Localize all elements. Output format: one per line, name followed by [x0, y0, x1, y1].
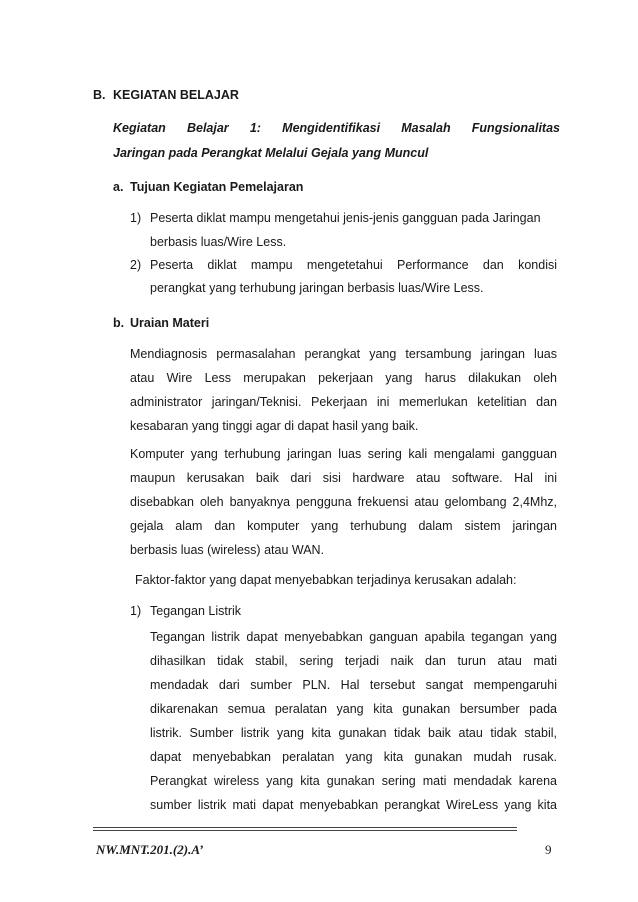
factor-1-number: 1) — [130, 604, 142, 618]
objective-1-line-1: Peserta diklat mampu mengetahui jenis-jenis gangguan pada Jaringan — [150, 211, 541, 225]
footer-rule-bottom — [93, 830, 517, 831]
footer-module-code: NW.MNT.201.(2).A’ — [96, 842, 204, 857]
material-heading — [113, 316, 209, 330]
objectives-heading — [113, 180, 303, 194]
factor-1-line-6: dapat menyebabkan peralatan yang kita gunakan mudah rusak. — [150, 750, 557, 764]
paragraph-2-line-4: gejala alam dan komputer yang terhubung dalam sistem jaringan — [130, 519, 557, 533]
paragraph-3: Faktor-faktor yang dapat menyebabkan terjadinya kerusakan adalah: — [135, 573, 517, 587]
paragraph-1-line-2: atau Wire Less merupakan pekerjaan yang harus dilakukan oleh — [130, 371, 557, 385]
objective-2-line-2: perangkat yang terhubung jaringan berbasis luas/Wire Less. — [150, 281, 484, 295]
section-title: KEGIATAN BELAJAR — [113, 88, 239, 102]
section-number: B. — [93, 88, 106, 102]
factor-1-line-3: mendadak dari sumber PLN. Hal tersebut sangat mempengaruhi — [150, 678, 557, 692]
activity-title-line-2: Jaringan pada Perangkat Melalui Gejala yang Muncul — [113, 146, 429, 160]
page-number: 9 — [545, 842, 552, 857]
factor-1-line-8: sumber listrik mati dapat menyebabkan perangkat WireLess yang kita — [150, 798, 557, 812]
factor-1-line-4: dikarenakan semua peralatan yang kita gunakan bersumber pada — [150, 702, 557, 716]
factor-1-line-1: Tegangan listrik dapat menyebabkan ganguan apabila tegangan yang — [150, 630, 557, 644]
section-heading — [93, 88, 239, 102]
paragraph-2-line-3: disebabkan oleh banyaknya pengguna frekuensi atau gelombang 2,4Mhz, — [130, 495, 557, 509]
objectives-title: Tujuan Kegiatan Pemelajaran — [130, 180, 304, 194]
factor-1-line-5: listrik. Sumber listrik yang kita gunakan tidak baik atau tidak stabil, — [150, 726, 557, 740]
paragraph-2-line-1: Komputer yang terhubung jaringan luas sering kali mengalami gangguan — [130, 447, 557, 461]
objective-1-number: 1) — [130, 211, 142, 225]
paragraph-2-line-5: berbasis luas (wireless) atau WAN. — [130, 543, 325, 557]
objective-2-number: 2) — [130, 258, 142, 272]
material-title: Uraian Materi — [130, 316, 210, 330]
paragraph-1-line-4: kesabaran yang tinggi agar di dapat hasil yang baik. — [130, 419, 419, 433]
factor-1-line-7: Perangkat wireless yang kita gunakan sering mati mendadak karena — [150, 774, 557, 788]
paragraph-1-line-1: Mendiagnosis permasalahan perangkat yang tersambung jaringan luas — [130, 347, 557, 361]
objective-1-line-2: berbasis luas/Wire Less. — [150, 235, 287, 249]
paragraph-1-line-3: administrator jaringan/Teknisi. Pekerjaan ini memerlukan ketelitian dan — [130, 395, 557, 409]
factor-1-line-2: dihasilkan tidak stabil, sering terjadi naik dan turun atau mati — [150, 654, 557, 668]
objective-2-line-1: Peserta diklat mampu mengetetahui Performance dan kondisi — [150, 258, 557, 272]
material-marker: b. — [113, 316, 125, 330]
objectives-marker: a. — [113, 180, 124, 194]
footer-rule-top — [93, 827, 517, 828]
factor-1-title: Tegangan Listrik — [150, 604, 242, 618]
paragraph-2-line-2: maupun kerusakan baik dari sisi hardware atau software. Hal ini — [130, 471, 557, 485]
activity-title-line-1: Kegiatan Belajar 1: Mengidentifikasi Masalah Fungsionalitas — [113, 121, 560, 135]
